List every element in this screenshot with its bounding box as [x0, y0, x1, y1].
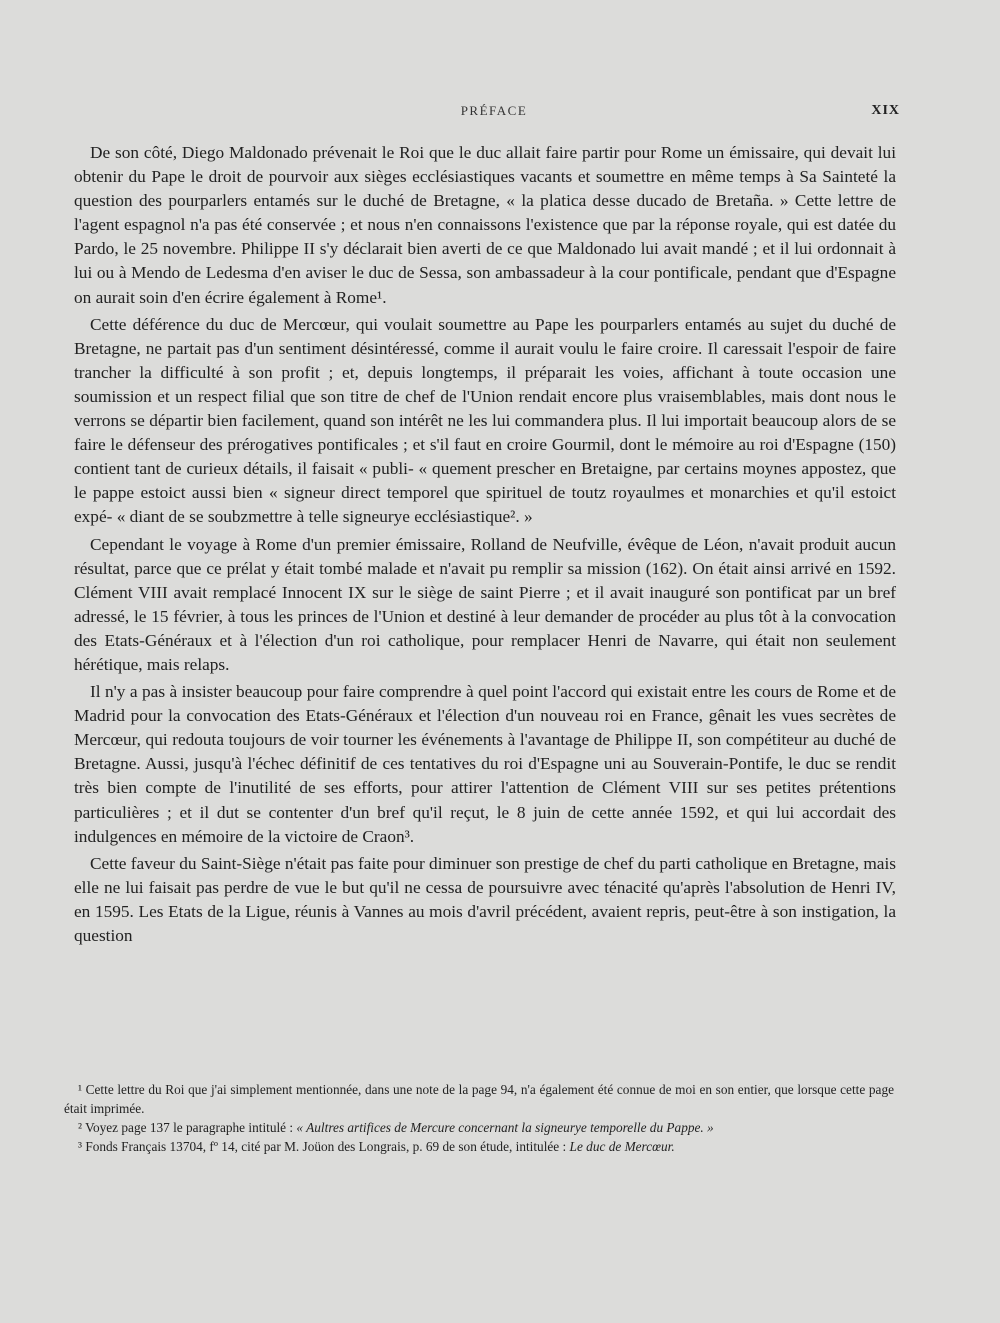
footnote [64, 1080, 894, 1118]
footnote-italic: « Aultres artifices de Mercure concernant la signeurye temporelle du Pappe. » [296, 1120, 714, 1135]
paragraph: Il n'y a pas à insister beaucoup pour faire comprendre à quel point l'accord qui existait entre les cours de Rome et de Madrid pour la convocation des Etats-Généraux et l'élection d'un nouveau roi en France, gênait les vues secrètes de Mercœur, qui redouta toujours de voir tourner les événements à l'avantage de Philippe II, son compétiteur au duché de Bretagne. Aussi, jusqu'à l'échec définitif de ces tentatives du roi d'Espagne uni au Souverain-Pontife, le duc se rendit très bien compte de l'inutilité de ses efforts, pour attirer l'attention de Clément VIII sur ses petites prétentions particulières ; et il dut se contenter d'un bref qu'il reçut, le 8 juin de cette année 1592, et qui lui accordait des indulgences en mémoire de la victoire de Craon³. [74, 682, 896, 846]
footnote-marker: ¹ [78, 1082, 82, 1097]
paragraph: De son côté, Diego Maldonado prévenait le Roi que le duc allait faire partir pour Rome un émissaire, qui devait lui obtenir du Pape le droit de pourvoir aux sièges ecclésiastiques vacants et soumettre en même temps à Sa Sainteté la question des pourparlers entamés sur le duché de Bretagne, « la platica desse ducado de Bretaña. » Cette lettre de l'agent espagnol n'a pas été conservée ; et nous n'en connaissons l'existence que par la réponse royale, qui est datée du Pardo, le 25 novembre. Philippe II s'y déclarait bien averti de ce que Maldonado lui avait mandé ; et il lui ordonnait à lui ou à Mendo de Ledesma d'en aviser le duc de Sessa, son ambassadeur à la cour pontificale, pendant que d'Espagne on aurait soin d'en écrire également à Rome¹. [74, 143, 896, 307]
footnotes [64, 1080, 894, 1156]
paragraph: Cependant le voyage à Rome d'un premier émissaire, Rolland de Neufville, évêque de Léon, n'avait produit aucun résultat, parce que ce prélat y était tombé malade et n'avait pu remplir sa mission (162). On était ainsi arrivé en 1592. Clément VIII avait remplacé Innocent IX sur le siège de saint Pierre ; et il avait inauguré son pontificat par un bref adressé, le 15 février, à tous les princes de l'Union et destiné à leur demander de procéder au plus tôt à la convocation des Etats-Généraux et à l'élection d'un roi catholique, pour remplacer Henri de Navarre, qui était non seulement hérétique, mais relaps. [74, 534, 896, 674]
footnote [64, 1137, 894, 1156]
running-title: PRÉFACE [460, 103, 528, 118]
page-number: XIX [871, 103, 900, 118]
paragraph: Cette faveur du Saint-Siège n'était pas faite pour diminuer son prestige de chef du parti catholique en Bretagne, mais elle ne lui faisait pas perdre de vue le but qu'il ne cessa de poursuivre avec ténacité qu'après l'absolution de Henri IV, en 1595. Les Etats de la Ligue, réunis à Vannes au mois d'avril précédent, avaient repris, peut-être à son instigation, la question [74, 853, 896, 945]
body-text [74, 141, 896, 951]
footnote-italic: Le duc de Mercœur. [569, 1139, 675, 1154]
footnote-marker: ² [78, 1120, 82, 1135]
footnote-text: Cette lettre du Roi que j'ai simplement mentionnée, dans une note de la page 94, n'a également été connue de moi en son entier, que lorsque cette page était imprimée. [64, 1082, 894, 1116]
footnote-text: Voyez page 137 le paragraphe intitulé : [85, 1120, 297, 1135]
paragraph: Cette déférence du duc de Mercœur, qui voulait soumettre au Pape les pourparlers entamés au sujet du duché de Bretagne, ne partait pas d'un sentiment désintéressé, comme il aurait voulu le faire croire. Il caressait l'espoir de faire trancher la difficulté à son profit ; et, depuis longtemps, il préparait les voies, affichant à toute occasion une soumission et un respect filial que son titre de chef de l'Union rendait encore plus vraisemblables, mais dont nous le verrons se départir bien facilement, quand son intérêt ne les lui commandera plus. Il lui importait beaucoup alors de se faire le défenseur des prérogatives pontificales ; et s'il faut en croire Gourmil, dont le mémoire au roi d'Espagne (150) contient tant de curieux détails, il faisait « publi- « quement prescher en Bretaigne, par certains moynes appostez, que le pappe estoict aussi bien « signeur direct temporel que spirituel de toutz royaulmes et monarchies et qu'il estoict expé- « diant de se soubzmettre à telle signeurye ecclésiastique². » [74, 314, 896, 527]
page-header [88, 103, 900, 127]
footnote [64, 1118, 894, 1137]
footnote-text: Fonds Français 13704, fº 14, cité par M. Joüon des Longrais, p. 69 de son étude, intitulée : [85, 1139, 570, 1154]
footnote-marker: ³ [78, 1139, 82, 1154]
